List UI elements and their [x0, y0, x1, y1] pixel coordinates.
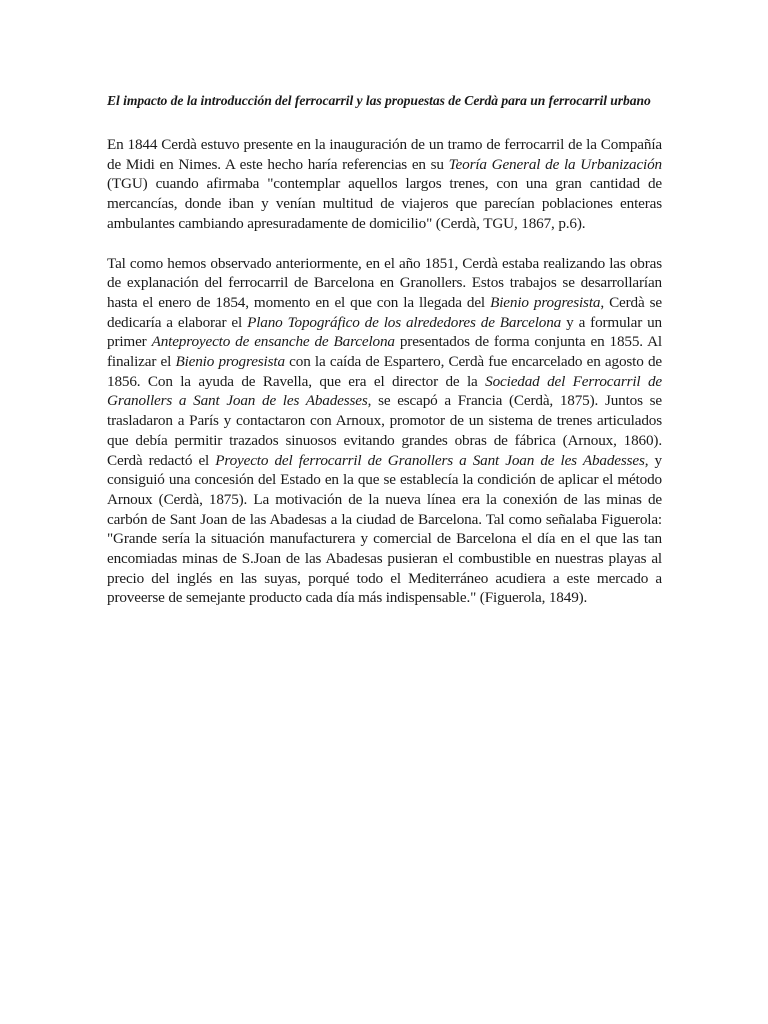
document-title: El impacto de la introducción del ferrocarril y las propuestas de Cerdà para un ferrocarril urbano: [107, 93, 651, 108]
italic-text-run: Anteproyecto de ensanche de Barcelona: [151, 333, 395, 351]
text-run: (TGU) cuando afirmaba "contemplar aquellos largos trenes, con una gran cantidad de mercancías, donde iban y venían multitud de viajeros que parecían poblaciones enteras ambulantes cambiando apresuradamente de domicilio" (Cerdà, TGU, 1867, p.6).: [107, 175, 662, 232]
italic-text-run: Bienio progresista: [490, 293, 601, 311]
italic-text-run: Plano Topográfico de los alrededores de Barcelona: [247, 313, 562, 331]
text-run: , Cerdà se dedicaría a elaborar el: [107, 293, 663, 331]
italic-text-run: Bienio progresista: [175, 353, 285, 371]
text-run: Tal como hemos observado anteriormente, en el año 1851, Cerdà estaba realizando las obras de explanación del ferrocarril de Barcelona en Granollers. Estos trabajos se desarrollarían hasta el enero de 1854, momento en el que con la llegada del: [107, 254, 662, 311]
italic-text-run: Proyecto del ferrocarril de Granollers a Sant Joan de les Abadesses: [215, 451, 645, 469]
text-run: En 1844 Cerdà estuvo presente en la inauguración de un tramo de ferrocarril de la Compañía de Midi en Nimes. A este hecho haría referencias en su: [107, 136, 662, 173]
text-run: , y consiguió una concesión del Estado en la que se establecía la condición de aplicar el método Arnoux (Cerdà, 1875). La motivación de la nueva línea era la conexión de las minas de carbón de Sant Joan de las Abadesas a la ciudad de Barcelona. Tal como señalaba Figuerola: "Grande sería la situación manufacturera y comercial de Barcelona el día en el que las tan encomiadas minas de S.Joan de las Abadesas pusieran el combustible en nuestras playas al precio del inglés en las suyas, porqué todo el Mediterráneo acudiera a este mercado a proveerse de semejante producto cada día más indispensable." (Figuerola, 1849).: [107, 451, 662, 607]
text-run: presentados de forma conjunta en 1855. Al finalizar el: [107, 333, 662, 371]
paragraph-1: [107, 135, 662, 234]
italic-text-run: Sociedad del Ferrocarril de Granollers a Sant Joan de les Abadesses: [107, 372, 662, 410]
text-run: , se escapó a Francia (Cerdà, 1875). Juntos se trasladaron a París y contactaron con Arnoux, promotor de un sistema de trenes articulados que debía permitir trazados sinuosos evitando grandes obras de fábrica (Arnoux, 1860). Cerdà redactó el: [107, 392, 662, 469]
text-run: con la caída de Espartero, Cerdà fue encarcelado en agosto de 1856. Con la ayuda de Ravella, que era el director de la: [107, 353, 662, 390]
paragraph-2: [107, 254, 662, 609]
text-run: y a formular un primer: [107, 313, 662, 351]
document-page: [107, 92, 662, 628]
italic-text-run: Teoría General de la Urbanización: [448, 155, 663, 173]
